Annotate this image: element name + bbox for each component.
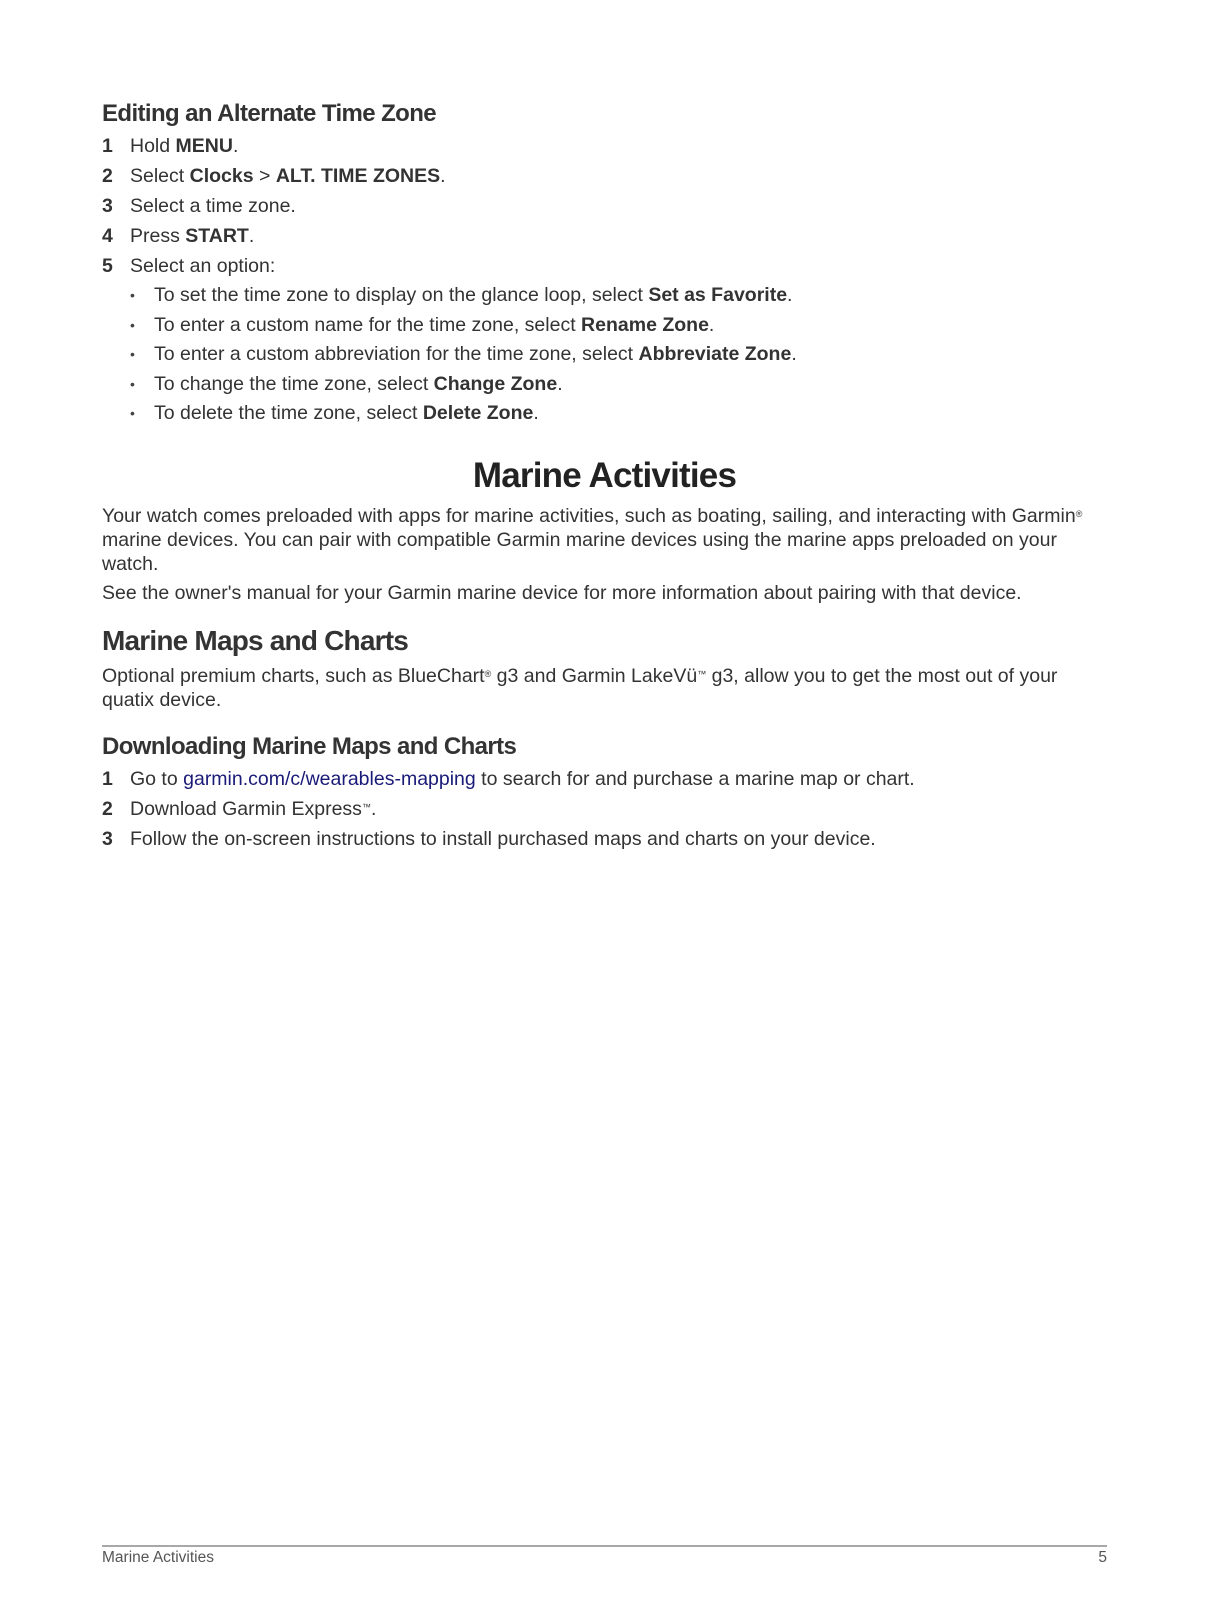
step-text-plain: Hold — [130, 135, 176, 157]
option-text-plain: . — [557, 372, 563, 395]
time-zone-options-list — [102, 281, 1107, 429]
step-number: 4 — [102, 225, 113, 247]
trademark-mark: ™ — [697, 669, 707, 679]
registered-mark: ® — [484, 669, 492, 679]
ui-term-menu: MENU — [175, 135, 233, 157]
step-text-plain: to search for and purchase a marine map or chart. — [475, 768, 915, 790]
edit-time-zone-steps — [102, 131, 1107, 281]
step-text — [130, 764, 915, 794]
maps-text: Optional premium charts, such as BlueChart — [102, 665, 485, 687]
option-text-plain: . — [708, 313, 715, 336]
bullet-icon: • — [130, 287, 135, 303]
section-heading-edit-time-zone: Editing an Alternate Time Zone — [102, 100, 437, 127]
step-text-plain: . — [370, 798, 377, 820]
step-text: Select a time zone. — [130, 195, 296, 217]
registered-mark: ® — [1075, 509, 1083, 519]
step-item — [102, 131, 1107, 161]
trademark-mark: ™ — [361, 802, 371, 812]
wearables-mapping-link[interactable]: garmin.com/c/wearables-mapping — [183, 768, 476, 790]
chapter-intro-paragraph — [102, 504, 1092, 576]
option-item — [102, 281, 1107, 311]
step-text — [130, 161, 446, 191]
footer-divider — [102, 1545, 1107, 1547]
step-text — [130, 131, 238, 161]
option-text-plain: To delete the time zone, select — [154, 402, 423, 425]
option-item — [102, 340, 1107, 370]
option-text-plain: . — [787, 284, 793, 306]
footer-section-name: Marine Activities — [102, 1549, 214, 1566]
ui-term-delete-zone: Delete Zone — [422, 402, 534, 425]
step-text — [130, 221, 254, 251]
step-number: 2 — [102, 798, 113, 820]
step-text-plain: Go to — [130, 768, 184, 790]
footer-page-number: 5 — [1098, 1549, 1107, 1566]
option-item — [102, 399, 1107, 429]
step-item — [102, 824, 1107, 854]
intro-text: marine devices. You can pair with compatible Garmin marine devices using the marine apps preloaded on your watch. — [102, 529, 1057, 575]
option-text-plain: To enter a custom abbreviation for the time zone, select — [154, 343, 639, 366]
step-number: 2 — [102, 165, 113, 187]
bullet-icon: • — [130, 316, 135, 333]
step-text: Follow the on-screen instructions to install purchased maps and charts on your device. — [130, 828, 876, 850]
step-item — [102, 251, 1107, 281]
ui-term-abbreviate-zone: Abbreviate Zone — [638, 343, 792, 366]
option-text — [154, 399, 539, 429]
ui-term-rename-zone: Rename Zone — [581, 313, 709, 336]
bullet-icon: • — [130, 375, 135, 392]
chapter-title: Marine Activities — [472, 456, 737, 495]
option-item — [102, 370, 1107, 400]
step-number: 3 — [102, 828, 113, 850]
option-item — [102, 311, 1107, 341]
chapter-pairing-paragraph: See the owner's manual for your Garmin marine device for more information about pairing with that device. — [102, 582, 1022, 604]
step-number: 5 — [102, 255, 113, 277]
option-text — [154, 340, 797, 370]
option-text-plain: To set the time zone to display on the glance loop, select — [154, 284, 649, 306]
step-text-plain: . — [232, 135, 239, 157]
step-text: Select an option: — [130, 255, 276, 277]
step-number: 3 — [102, 195, 113, 217]
option-text-plain: To change the time zone, select — [154, 372, 434, 395]
step-text-plain: . — [440, 165, 446, 187]
option-text-plain: . — [791, 343, 797, 366]
step-text-plain: Press — [130, 225, 186, 247]
step-item — [102, 191, 1107, 221]
ui-term-clocks: Clocks — [189, 165, 254, 187]
download-maps-steps — [102, 764, 1107, 854]
maps-text: g3 and Garmin LakeVü — [491, 665, 698, 687]
section-heading-marine-maps: Marine Maps and Charts — [102, 625, 409, 656]
step-item — [102, 161, 1107, 191]
bullet-icon: • — [130, 405, 135, 422]
ui-term-set-as-favorite: Set as Favorite — [648, 284, 788, 306]
maps-text: g3, allow you to get the most out of your quatix device. — [102, 665, 1058, 711]
step-text-plain: Download Garmin Express — [130, 798, 362, 820]
option-text — [154, 281, 792, 311]
step-number: 1 — [102, 768, 113, 790]
step-item — [102, 794, 1107, 824]
section-heading-downloading-maps: Downloading Marine Maps and Charts — [102, 733, 517, 760]
step-item — [102, 764, 1107, 794]
option-text — [154, 370, 563, 400]
option-text-plain: To enter a custom name for the time zone, select — [154, 313, 582, 336]
option-text-plain: . — [533, 402, 539, 425]
step-text-plain: . — [248, 225, 255, 247]
marine-maps-paragraph — [102, 664, 1092, 712]
step-item — [102, 221, 1107, 251]
step-text-plain: Select — [130, 165, 190, 187]
ui-term-start: START — [185, 225, 249, 247]
ui-term-alt-time-zones: ALT. TIME ZONES — [275, 165, 441, 187]
step-text — [130, 794, 376, 824]
ui-term-change-zone: Change Zone — [433, 372, 558, 395]
intro-text: Your watch comes preloaded with apps for marine activities, such as boating, sailing, and interacting with Garmin — [102, 505, 1076, 527]
step-number: 1 — [102, 135, 113, 157]
option-text — [154, 311, 714, 341]
step-text-plain: > — [253, 165, 276, 187]
bullet-icon: • — [130, 346, 135, 363]
